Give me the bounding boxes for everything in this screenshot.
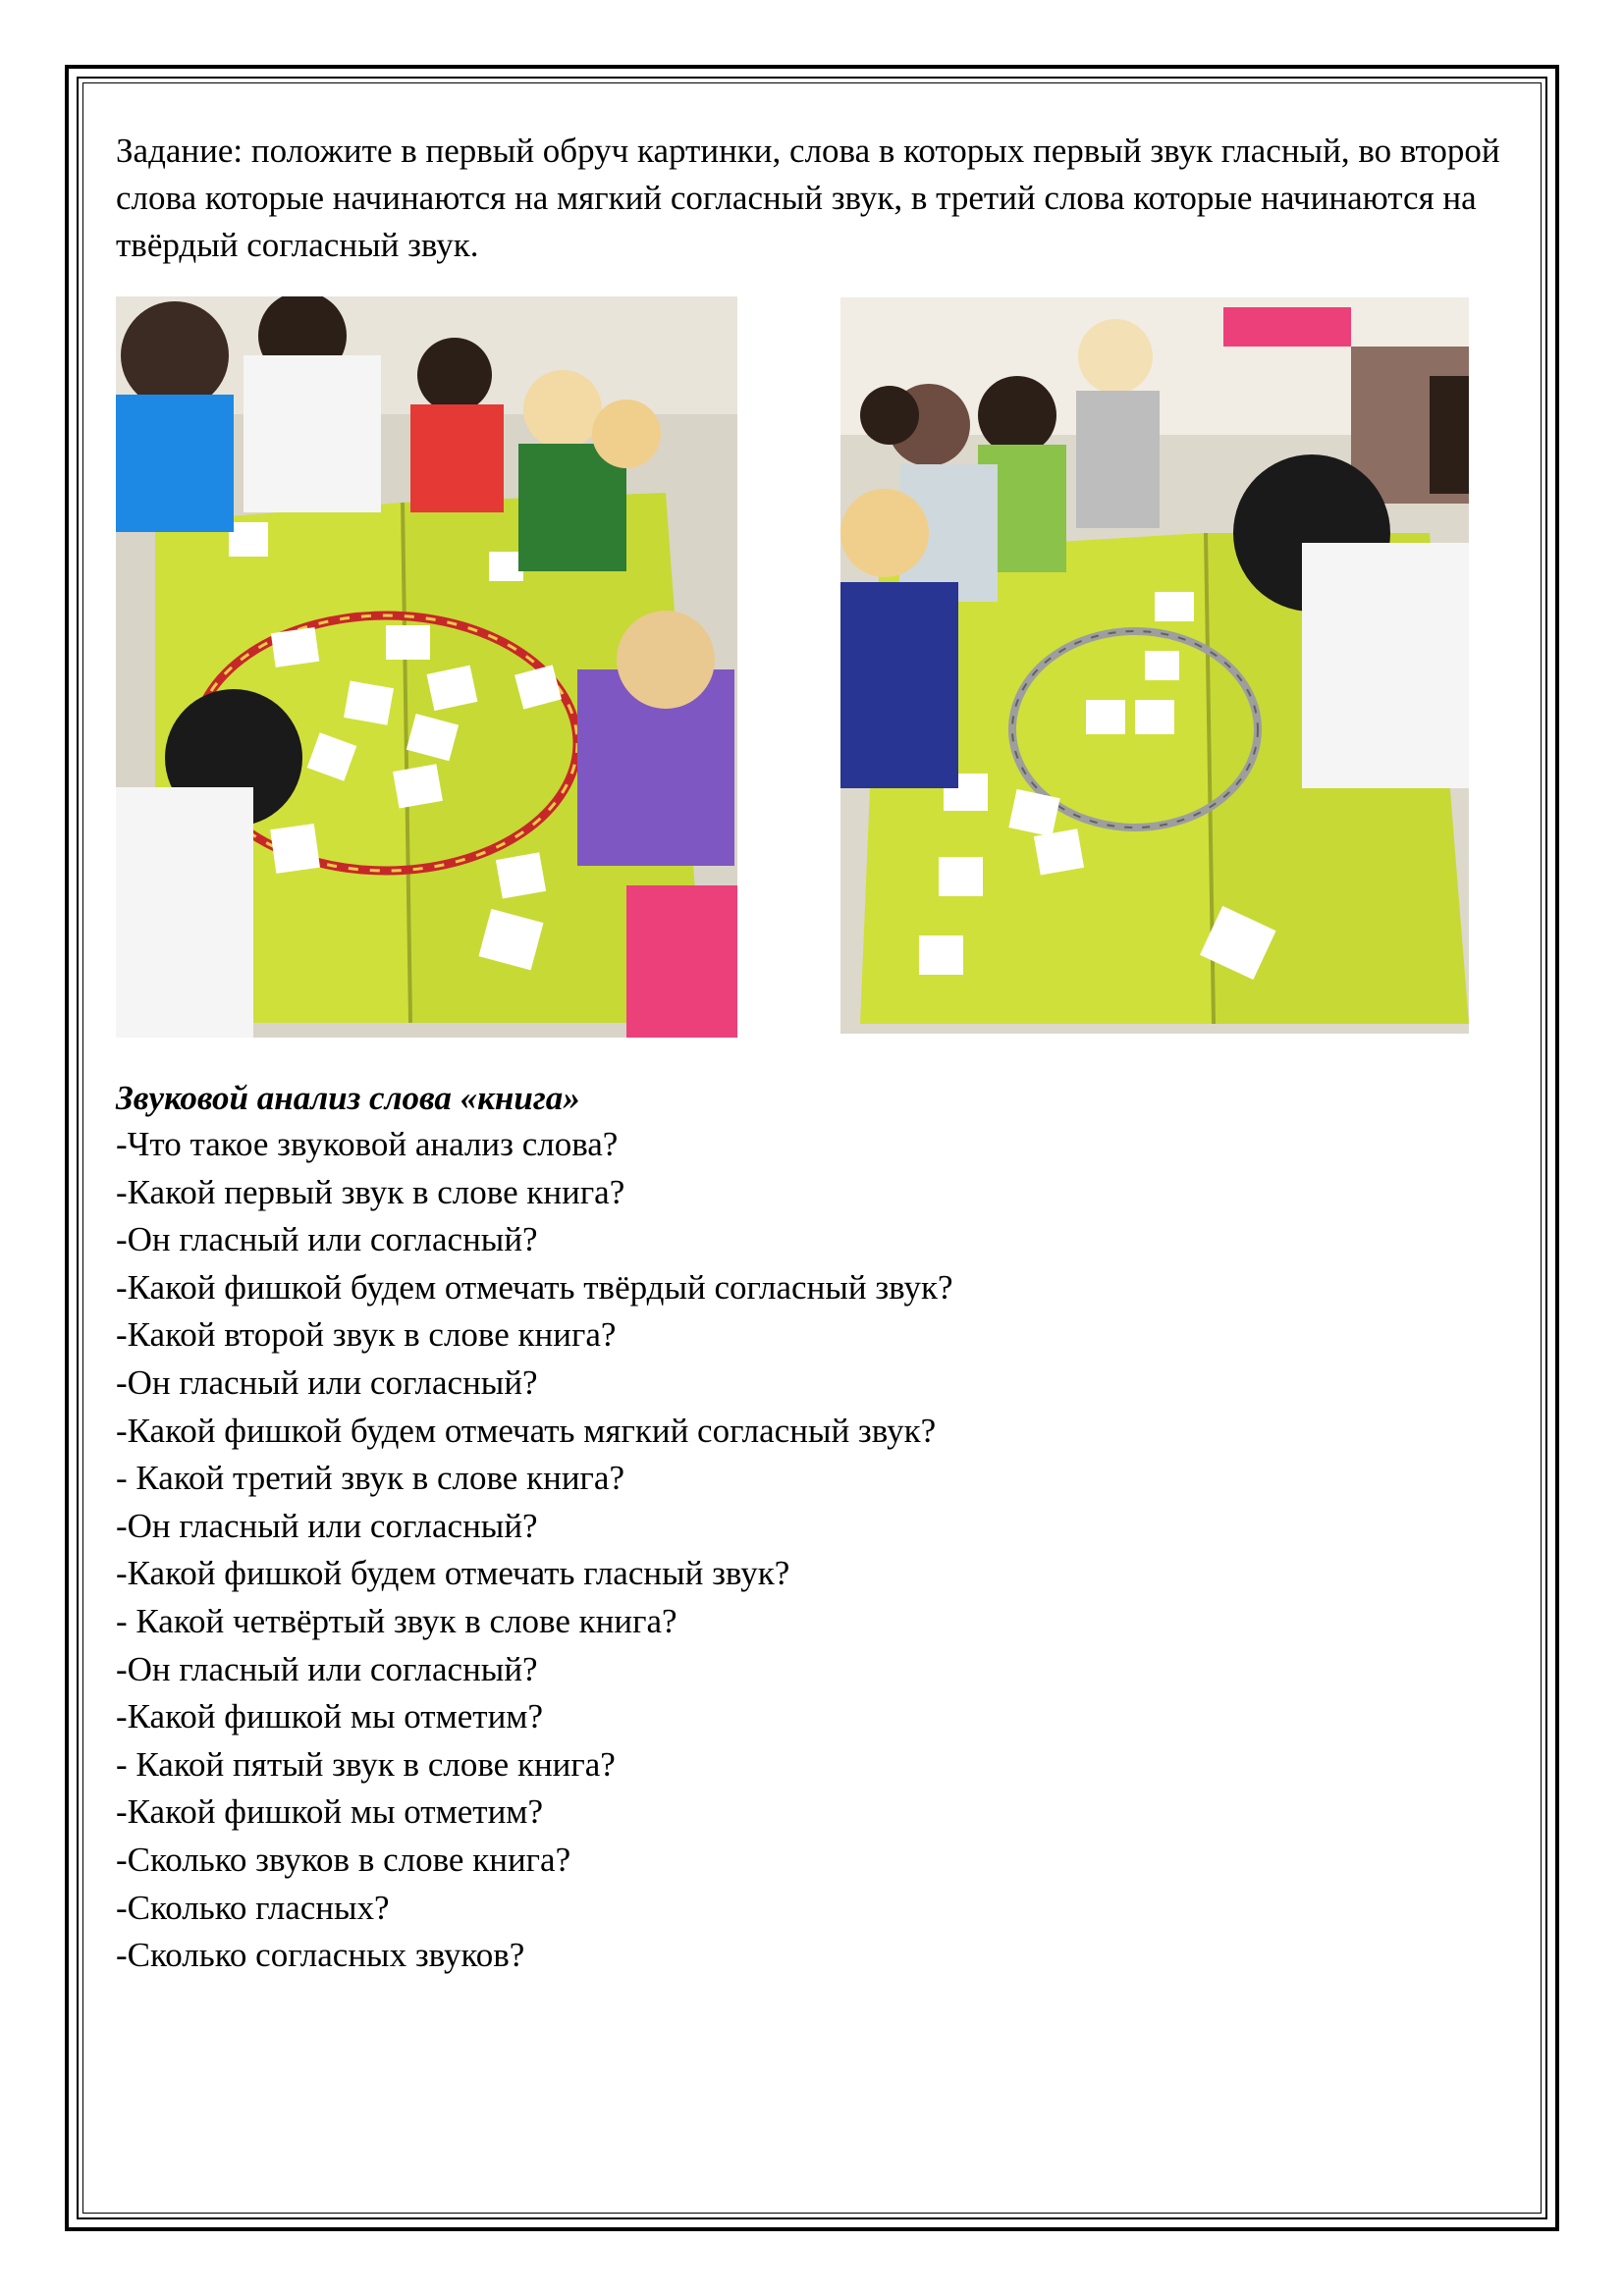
question-item: -Он гласный или согласный? (116, 1506, 538, 1545)
question-item: -Какой первый звук в слове книга? (116, 1172, 625, 1211)
question-item: -Какой фишкой мы отметим? (116, 1697, 543, 1736)
question-item: -Он гласный или согласный? (116, 1220, 538, 1259)
section-heading: Звуковой анализ слова «книга» (116, 1079, 580, 1117)
task-paragraph: Задание: положите в первый обруч картинки, слова в которых первый звук гласный, во второй слова которые начинаются на мягкий согласный звук, в третий слова которые начинаются на твёрдый согласный звук. (116, 132, 1500, 264)
question-item: -Какой фишкой будем отмечать гласный звук? (116, 1554, 790, 1593)
question-list (116, 1121, 953, 1980)
question-item: - Какой третий звук в слове книга? (116, 1459, 624, 1498)
question-item: - Какой четвёртый звук в слове книга? (116, 1601, 677, 1640)
question-item: -Он гласный или согласный? (116, 1362, 538, 1402)
question-item: -Сколько звуков в слове книга? (116, 1840, 571, 1879)
photo-children-grey-hoop (840, 297, 1469, 1034)
photo-children-red-hoop (116, 296, 737, 1038)
question-item: - Какой пятый звук в слове книга? (116, 1744, 616, 1784)
question-item: -Сколько гласных? (116, 1888, 390, 1927)
question-item: -Он гласный или согласный? (116, 1649, 538, 1688)
question-item: -Что такое звуковой анализ слова? (116, 1125, 619, 1163)
question-item: -Какой фишкой будем отмечать твёрдый согласный звук? (116, 1267, 953, 1307)
question-item: -Сколько согласных звуков? (116, 1936, 525, 1975)
question-item: -Какой фишкой будем отмечать мягкий согласный звук? (116, 1411, 937, 1450)
question-item: -Какой фишкой мы отметим? (116, 1792, 543, 1832)
question-item: -Какой второй звук в слове книга? (116, 1315, 617, 1355)
